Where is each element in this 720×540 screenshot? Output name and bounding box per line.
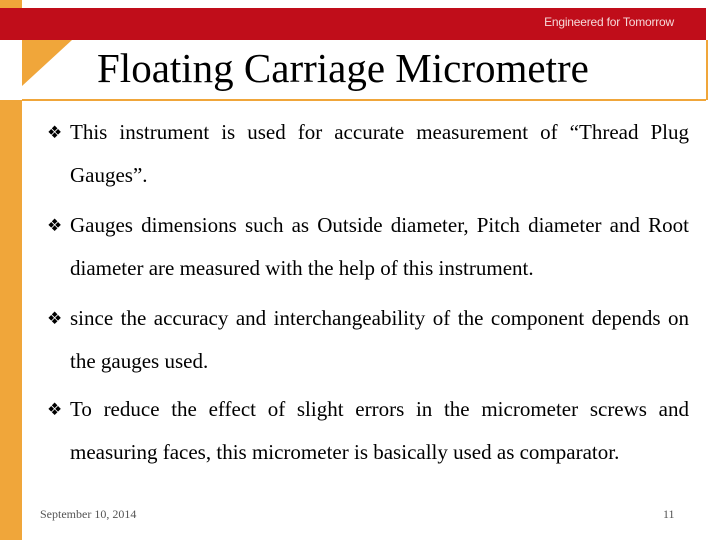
page-number: 11 <box>663 507 675 521</box>
title-divider <box>22 99 706 101</box>
title-corner-slant <box>22 40 72 86</box>
bullet-text: This instrument is used for accurate measurement of “Thread Plug Gauges”. <box>70 120 689 187</box>
header-tagline: Engineered for Tomorrow <box>544 15 674 29</box>
bullet-item-1 <box>47 111 689 197</box>
bullet-text: since the accuracy and interchangeability of the component depends on the gauges used. <box>70 306 689 373</box>
diamond-bullet-icon: ❖ <box>47 123 63 142</box>
bullet-item-4 <box>47 388 689 474</box>
bullet-item-2 <box>47 204 689 290</box>
diamond-bullet-icon: ❖ <box>47 309 63 328</box>
diamond-bullet-icon: ❖ <box>47 216 63 235</box>
bullet-text: Gauges dimensions such as Outside diameter, Pitch diameter and Root diameter are measured with the help of this instrument. <box>70 213 689 280</box>
footer-date: September 10, 2014 <box>40 507 137 521</box>
slide-title: Floating Carriage Micrometre <box>97 45 589 91</box>
bullet-text: To reduce the effect of slight errors in the micrometer screws and measuring faces, this micrometer is basically used as comparator. <box>70 397 689 464</box>
diamond-bullet-icon: ❖ <box>47 400 63 419</box>
bullet-item-3 <box>47 297 689 383</box>
title-right-edge <box>706 40 708 100</box>
